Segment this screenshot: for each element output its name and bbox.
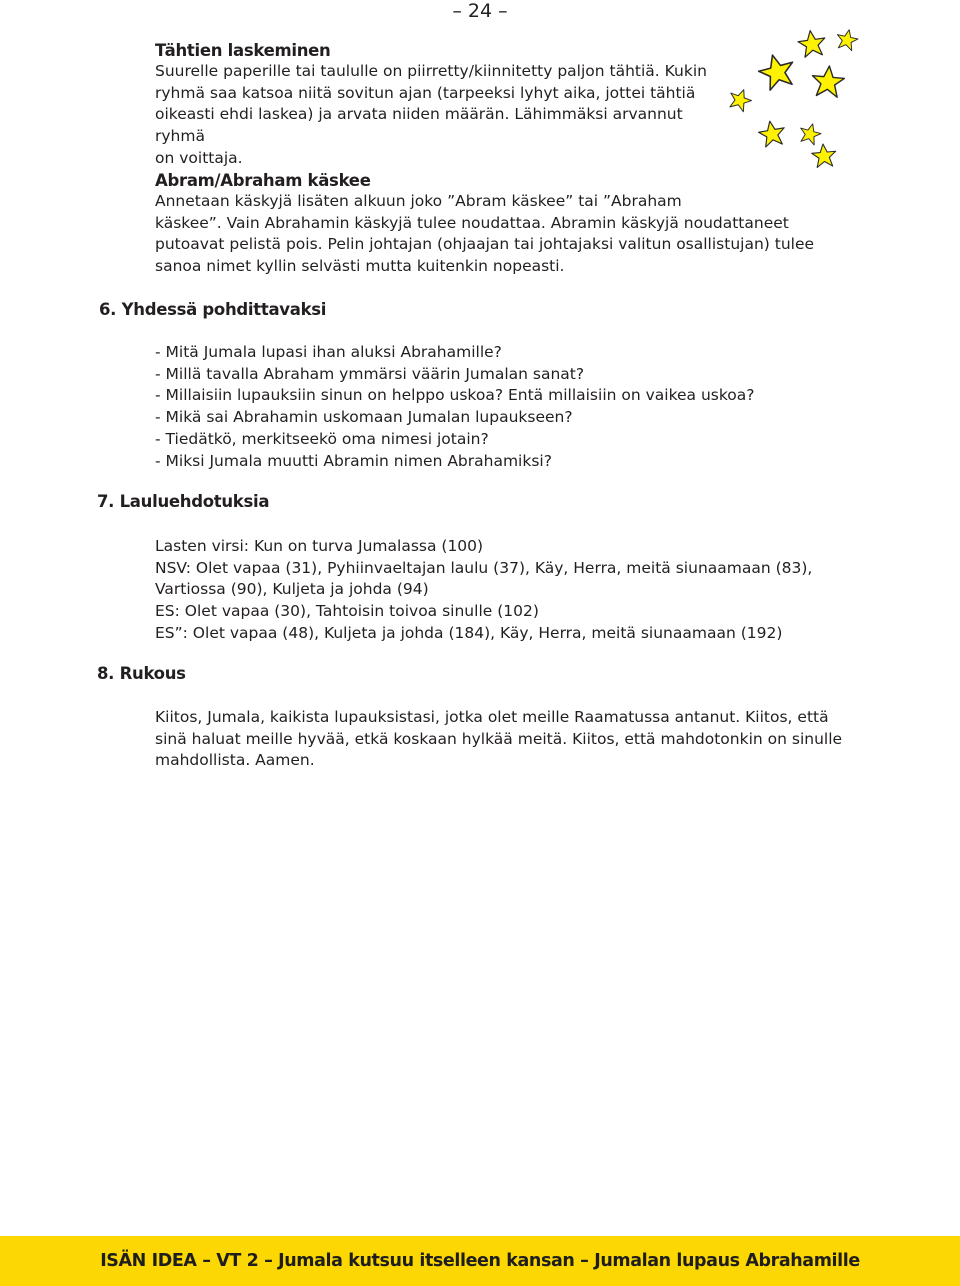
text-line: sinä haluat meille hyvää, etkä koskaan hylkää meitä. Kiitos, että mahdotonkin on sinulle [155, 729, 843, 748]
game-description [155, 191, 855, 278]
game-abram-commands [155, 171, 855, 278]
game-description [155, 61, 735, 170]
song-suggestions [155, 536, 855, 645]
stars-illustration [722, 22, 864, 177]
footer-bar [0, 1236, 960, 1286]
question-item: - Mikä sai Abrahamin uskomaan Jumalan lupaukseen? [155, 408, 573, 427]
text-line: ES: Olet vapaa (30), Tahtoisin toivoa sinulle (102) [155, 602, 539, 621]
text-line: sanoa nimet kyllin selvästi mutta kuitenkin nopeasti. [155, 257, 565, 276]
page-number: – 24 – [452, 0, 508, 22]
text-line: oikeasti ehdi laskea) ja arvata niiden määrän. Lähimmäksi arvannut ryhmä [155, 105, 683, 146]
game-title: Abram/Abraham käskee [155, 171, 371, 190]
game-title: Tähtien laskeminen [155, 41, 331, 60]
section-6-heading: 6. Yhdessä pohdittavaksi [99, 300, 327, 319]
star-icon [797, 121, 822, 146]
text-line: on voittaja. [155, 148, 243, 167]
star-icon [811, 143, 837, 168]
star-icon [811, 65, 846, 98]
question-item: - Tiedätkö, merkitseekö oma nimesi jotain? [155, 429, 489, 448]
question-item: - Mitä Jumala lupasi ihan aluksi Abrahamille? [155, 343, 502, 361]
game-star-counting [155, 41, 735, 170]
question-item: - Millä tavalla Abraham ymmärsi väärin Jumalan sanat? [155, 364, 585, 383]
text-line: ryhmä saa katsoa niitä sovitun ajan (tarpeeksi lyhyt aika, jottei tähtiä [155, 83, 696, 102]
text-line: putoavat pelistä pois. Pelin johtajan (ohjaajan tai johtajaksi valitun osallistujan) tulee [155, 235, 815, 254]
star-icon [835, 28, 860, 52]
star-icon [757, 119, 787, 148]
prayer-text [155, 707, 855, 772]
footer-title: ISÄN IDEA – VT 2 – Jumala kutsuu itselleen kansan – Jumalan lupaus Abrahamille [100, 1251, 860, 1271]
section-8-heading: 8. Rukous [97, 664, 186, 683]
text-line: Lasten virsi: Kun on turva Jumalassa (100) [155, 537, 484, 555]
star-icon [797, 29, 827, 58]
text-line: Annetaan käskyjä lisäten alkuun joko ”Abram käskee” tai ”Abraham [155, 192, 682, 210]
star-icon [756, 51, 798, 92]
text-line: ES”: Olet vapaa (48), Kuljeta ja johda (184), Käy, Herra, meitä siunaamaan (192) [155, 623, 783, 642]
question-item: - Millaisiin lupauksiin sinun on helppo uskoa? Entä millaisiin on vaikea uskoa? [155, 386, 755, 405]
text-line: Vartiossa (90), Kuljeta ja johda (94) [155, 580, 429, 599]
text-line: käskee”. Vain Abrahamin käskyjä tulee noudattaa. Abramin käskyjä noudattaneet [155, 213, 789, 232]
text-line: mahdollista. Aamen. [155, 751, 315, 770]
text-line: Suurelle paperille tai taululle on piirretty/kiinnitetty paljon tähtiä. Kukin [155, 62, 707, 80]
discussion-questions [155, 342, 855, 472]
section-7-heading: 7. Lauluehdotuksia [97, 492, 270, 511]
text-line: NSV: Olet vapaa (31), Pyhiinvaeltajan laulu (37), Käy, Herra, meitä siunaamaan (83), [155, 558, 813, 577]
question-item: - Miksi Jumala muutti Abramin nimen Abrahamiksi? [155, 451, 552, 470]
text-line: Kiitos, Jumala, kaikista lupauksistasi, jotka olet meille Raamatussa antanut. Kiitos, että [155, 708, 829, 726]
